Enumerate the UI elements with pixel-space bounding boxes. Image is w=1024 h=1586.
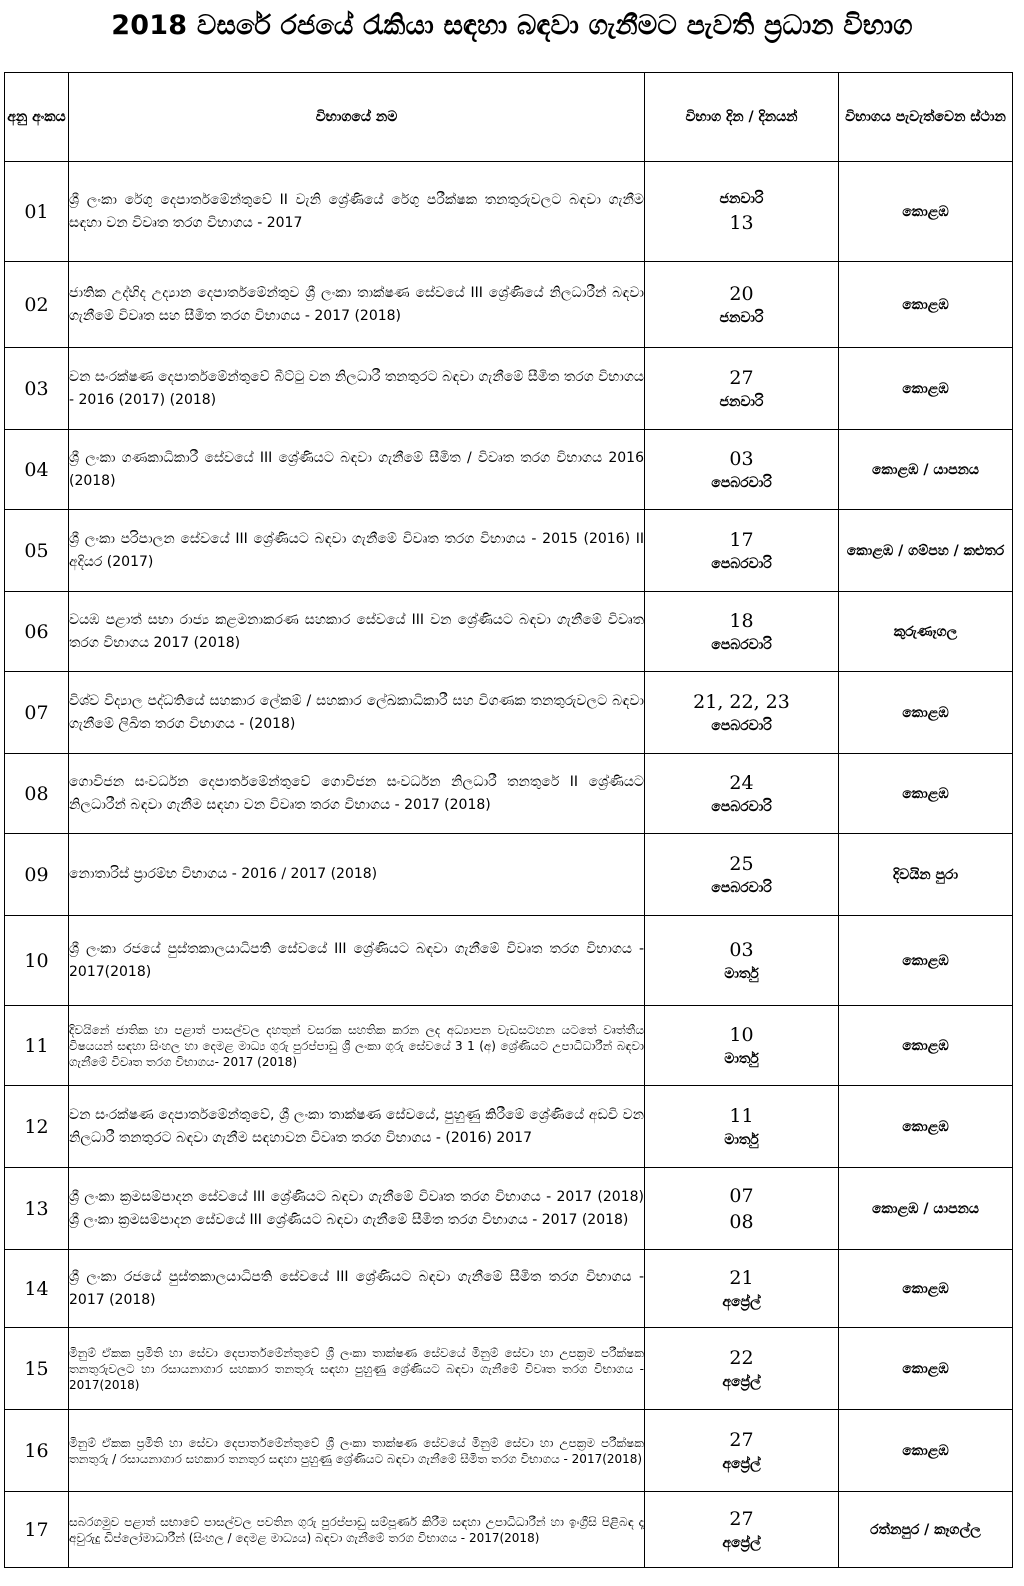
row-date-bottom: ජනවාරි xyxy=(719,309,764,326)
table-row xyxy=(5,916,1013,1006)
row-exam-venue: කොළඹ xyxy=(839,1328,1013,1410)
row-date-bottom: අප්‍රේල් xyxy=(722,1455,761,1472)
row-exam-date xyxy=(645,162,839,262)
row-serial-number: 08 xyxy=(5,754,69,834)
row-date-top: 11 xyxy=(729,1104,754,1127)
row-date-top: 27 xyxy=(729,1507,754,1530)
table-row xyxy=(5,1492,1013,1568)
header-exam-dates: විභාග දින / දිනයන් xyxy=(645,73,839,162)
table-row xyxy=(5,1328,1013,1410)
row-exam-date xyxy=(645,1250,839,1328)
row-exam-name: ශ්‍රී ලංකා රජයේ පුස්තකාලයාධිපති සේවයේ III ශ්‍රේණියට බඳවා ගැනීමේ විවෘත තරග විභාගය - 2017(2018) xyxy=(69,916,645,1006)
row-date-bottom: මාර්තු xyxy=(724,965,759,982)
row-exam-name: වයඹ පළාත් සභා රාජ්‍ය කළමනාකරණ සහකාර සේවයේ III වන ශ්‍රේණියට බඳවා ගැනීමේ විවෘත තරග විභාගය 2017 (2018) xyxy=(69,592,645,672)
table-row xyxy=(5,162,1013,262)
row-exam-date xyxy=(645,1328,839,1410)
row-exam-venue: රත්නපුර / කෑගල්ල xyxy=(839,1492,1013,1568)
row-serial-number: 14 xyxy=(5,1250,69,1328)
row-exam-venue: කොළඹ xyxy=(839,262,1013,348)
row-exam-name: නොතාරිස් ප්‍රාරම්භ විභාගය - 2016 / 2017 (2018) xyxy=(69,834,645,916)
row-serial-number: 13 xyxy=(5,1168,69,1250)
table-row xyxy=(5,1168,1013,1250)
row-exam-venue: කොළඹ xyxy=(839,672,1013,754)
row-date-top: 24 xyxy=(729,771,754,794)
row-serial-number: 05 xyxy=(5,510,69,592)
row-date-top: 21 xyxy=(729,1266,754,1289)
row-exam-name: ගොවිජන සංවර්ධන දෙපාර්තමේන්තුවේ ගොවිජන සංවර්ධන නිලධාරී තනතුරේ II ශ්‍රේණියට නිලධාරීන් බඳවා ගැනීම සඳහා වන විවෘත තරග විභාගය - 2017 (2018) xyxy=(69,754,645,834)
table-row xyxy=(5,754,1013,834)
row-exam-venue: කොළඹ / යාපනය xyxy=(839,430,1013,510)
row-exam-venue: කොළඹ xyxy=(839,162,1013,262)
row-date-bottom: පෙබරවාරි xyxy=(711,474,772,491)
row-exam-venue: කොළඹ xyxy=(839,1086,1013,1168)
row-exam-date xyxy=(645,834,839,916)
row-date-bottom: මාර්තු xyxy=(724,1050,759,1067)
header-exam-name: විභාගයේ නම xyxy=(69,73,645,162)
row-exam-name: සබරගමුව පළාත් සභාවේ පාසල්වල පවතින ගුරු පුරප්පාඩු සම්පූර්ණ කිරීම සඳහා උපාධිධාරීන් හා ඉංග්‍රීසි පිළිබඳ දෑ අවුරුදු ඩිප්ලෝමාධාරීන් (සිංහල / දෙමළ මාධ්‍යය) බඳවා ගැනීමේ තරග විභාගය - 2017(2018) xyxy=(69,1492,645,1568)
row-exam-name: වන සංරක්ෂණ දෙපාර්තමේන්තුවේ බීට්ටු වන නිලධාරී තනතුරට බඳවා ගැනීමේ සීමිත තරග විභාගය - 2016 (2017) (2018) xyxy=(69,348,645,430)
row-serial-number: 12 xyxy=(5,1086,69,1168)
row-date-bottom: පෙබරවාරි xyxy=(711,717,772,734)
row-date-bottom: 08 xyxy=(729,1210,754,1233)
row-exam-date xyxy=(645,262,839,348)
row-date-bottom: 13 xyxy=(729,211,754,234)
row-exam-venue: දිවයින පුරා xyxy=(839,834,1013,916)
exam-table xyxy=(4,72,1013,1568)
row-exam-date xyxy=(645,510,839,592)
row-exam-name: විශ්ව විද්‍යාල පද්ධතියේ සහකාර ලේකම් / සහකාර ලේඛකාධිකාරී සහ විගණක තනතුරුවලට බඳවා ගැනීමේ ලිඛිත තරග විභාගය - (2018) xyxy=(69,672,645,754)
row-date-top: 22 xyxy=(729,1346,754,1369)
row-exam-venue: කොළඹ xyxy=(839,1250,1013,1328)
row-date-top: 10 xyxy=(729,1023,754,1046)
row-date-top: 27 xyxy=(729,1428,754,1451)
table-row xyxy=(5,1410,1013,1492)
page-title: 2018 වසරේ රජයේ රැකියා සඳහා බඳවා ගැනීමට පැවති ප්‍රධාන විභාග xyxy=(111,10,913,41)
row-exam-name: ශ්‍රී ලංකා පරිපාලන සේවයේ III ශ්‍රේණියට බඳවා ගැනීමේ විවෘත තරග විභාගය - 2015 (2016) II අදියර (2017) xyxy=(69,510,645,592)
header-serial-number: අනු අංකය xyxy=(5,73,69,162)
row-exam-date xyxy=(645,592,839,672)
table-header-row xyxy=(5,73,1013,162)
row-date-top: 07 xyxy=(729,1184,754,1207)
table-row xyxy=(5,430,1013,510)
row-date-bottom: පෙබරවාරි xyxy=(711,555,772,572)
row-serial-number: 15 xyxy=(5,1328,69,1410)
table-row xyxy=(5,1006,1013,1086)
table-row xyxy=(5,672,1013,754)
row-exam-name: ශ්‍රී ලංකා රජයේ පුස්තකාලයාධිපති සේවයේ III ශ්‍රේණියට බඳවා ගැනීමේ සීමිත තරග විභාගය - 2017 (2018) xyxy=(69,1250,645,1328)
row-date-top: 03 xyxy=(729,447,754,470)
table-row xyxy=(5,348,1013,430)
row-exam-name: ශ්‍රී ලංකා රේගු දෙපාර්තමේන්තුවේ II වැනි ශ්‍රේණියේ රේගු පරීක්ෂක තනතුරුවලට බඳවා ගැනීම සඳහා වන විවෘත තරග විභාගය - 2017 xyxy=(69,162,645,262)
row-exam-date xyxy=(645,672,839,754)
table-row xyxy=(5,1250,1013,1328)
row-date-top: 25 xyxy=(729,852,754,875)
row-date-bottom: මාර්තු xyxy=(724,1131,759,1148)
row-serial-number: 07 xyxy=(5,672,69,754)
row-date-top: 27 xyxy=(729,366,754,389)
row-serial-number: 04 xyxy=(5,430,69,510)
row-date-bottom: පෙබරවාරි xyxy=(711,636,772,653)
row-serial-number: 06 xyxy=(5,592,69,672)
table-row xyxy=(5,1086,1013,1168)
table-row xyxy=(5,262,1013,348)
row-exam-name: වන සංරක්ෂණ දෙපාර්තමේන්තුවේ, ශ්‍රී ලංකා තාක්ෂණ සේවයේ, පුහුණු කිරීමේ ශ්‍රේණියේ අඩවි වන නිලධාරී තනතුරට බඳවා ගැනීම සඳහාවන විවෘත තරග විභාගය - (2016) 2017 xyxy=(69,1086,645,1168)
row-date-bottom: අප්‍රේල් xyxy=(722,1373,761,1390)
row-exam-name: දිවයිනේ ජාතික හා පළාත් පාසල්වල දහතුන් වසරක සහතික කරන ලද අධ්‍යාපන වැඩසටහන යටතේ වෘත්තීය විෂයයන් සඳහා සිංහල හා දෙමළ මාධ්‍ය ගුරු පුරප්පාඩු ශ්‍රී ලංකා ගුරු සේවයේ 3 1 (අ) ශ්‍රේණියට උපාධිධාරීන් බඳවා ගැනීමේ විවෘත තරග විභාගය- 2017 (2018) xyxy=(69,1006,645,1086)
row-serial-number: 09 xyxy=(5,834,69,916)
row-exam-date xyxy=(645,1168,839,1250)
row-date-top: 20 xyxy=(729,282,754,305)
row-exam-date xyxy=(645,430,839,510)
row-exam-name: මිනුම් ඒකක ප්‍රමිති හා සේවා දෙපාර්තමේන්තුවේ ශ්‍රී ලංකා තාක්ෂණ සේවයේ මිනුම් සේවා හා උපක්‍රම පරීක්ෂක තනතුරු / රසායනාගාර සහකාර තනතුර සඳහා පුහුණු ශ්‍රේණියට බඳවා ගැනීමේ සීමිත තරග විභාගය - 2017(2018) xyxy=(69,1410,645,1492)
row-exam-date xyxy=(645,348,839,430)
row-date-bottom: පෙබරවාරි xyxy=(711,798,772,815)
row-exam-date xyxy=(645,1086,839,1168)
row-date-top: ජනවාරි xyxy=(719,190,764,207)
row-exam-date xyxy=(645,916,839,1006)
row-serial-number: 16 xyxy=(5,1410,69,1492)
row-exam-venue: කොළඹ xyxy=(839,1410,1013,1492)
row-serial-number: 10 xyxy=(5,916,69,1006)
table-body xyxy=(5,162,1013,1568)
row-exam-venue: කොළඹ xyxy=(839,1006,1013,1086)
header-exam-venue: විභාගය පැවැත්වෙන ස්ථාන xyxy=(839,73,1013,162)
row-exam-name: ශ්‍රී ලංකා ක්‍රමසම්පාදන සේවයේ III ශ්‍රේණියට බඳවා ගැනීමේ විවෘත තරග විභාගය - 2017 (2018) ශ්‍රී ලංකා ක්‍රමසම්පාදන සේවයේ III ශ්‍රේණියට බඳවා ගැනීමේ සීමිත තරග විභාගය - 2017 (2018) xyxy=(69,1168,645,1250)
table-row xyxy=(5,592,1013,672)
row-exam-name: ජාතික උද්භිද උද්‍යාන දෙපාර්තමේන්තුව ශ්‍රී ලංකා තාක්ෂණ සේවයේ III ශ්‍රේණියේ නිලධාරීන් බඳවා ගැනීමේ විවෘත සහ සීමිත තරග විභාගය - 2017 (2018) xyxy=(69,262,645,348)
row-exam-venue: කොළඹ / යාපනය xyxy=(839,1168,1013,1250)
row-date-top: 18 xyxy=(729,609,754,632)
table-row xyxy=(5,834,1013,916)
row-exam-name: මිනුම් ඒකක ප්‍රමිති හා සේවා දෙපාර්තමේන්තුවේ ශ්‍රී ලංකා තාක්ෂණ සේවයේ මිනුම් සේවා හා උපක්‍රම පරීක්ෂක තනතුරුවලට හා රසායනාගාර සහකාර තනතුරු සඳහා පුහුණු ශ්‍රේණියට බඳවා ගැනීමේ විවෘත තරග විභාගය - 2017(2018) xyxy=(69,1328,645,1410)
row-serial-number: 17 xyxy=(5,1492,69,1568)
row-date-bottom: පෙබරවාරි xyxy=(711,879,772,896)
row-serial-number: 02 xyxy=(5,262,69,348)
row-serial-number: 01 xyxy=(5,162,69,262)
table-row xyxy=(5,510,1013,592)
row-date-bottom: ජනවාරි xyxy=(719,393,764,410)
row-exam-venue: කොළඹ xyxy=(839,348,1013,430)
row-exam-name: ශ්‍රී ලංකා ගණකාධිකාරී සේවයේ III ශ්‍රේණියට බඳවා ගැනීමේ සීමිත / විවෘත තරග විභාගය 2016 (2018) xyxy=(69,430,645,510)
row-date-top: 17 xyxy=(729,528,754,551)
row-exam-date xyxy=(645,1006,839,1086)
row-date-bottom: අප්‍රේල් xyxy=(722,1293,761,1310)
row-serial-number: 11 xyxy=(5,1006,69,1086)
row-exam-date xyxy=(645,1492,839,1568)
row-exam-venue: කොළඹ xyxy=(839,754,1013,834)
row-date-top: 21, 22, 23 xyxy=(693,690,790,713)
row-exam-venue: කුරුණෑගල xyxy=(839,592,1013,672)
row-serial-number: 03 xyxy=(5,348,69,430)
row-exam-venue: කොළඹ / ගම්පහ / කළුතර xyxy=(839,510,1013,592)
row-exam-date xyxy=(645,1410,839,1492)
row-date-top: 03 xyxy=(729,938,754,961)
row-date-bottom: අප්‍රේල් xyxy=(722,1534,761,1551)
row-exam-date xyxy=(645,754,839,834)
row-exam-venue: කොළඹ xyxy=(839,916,1013,1006)
